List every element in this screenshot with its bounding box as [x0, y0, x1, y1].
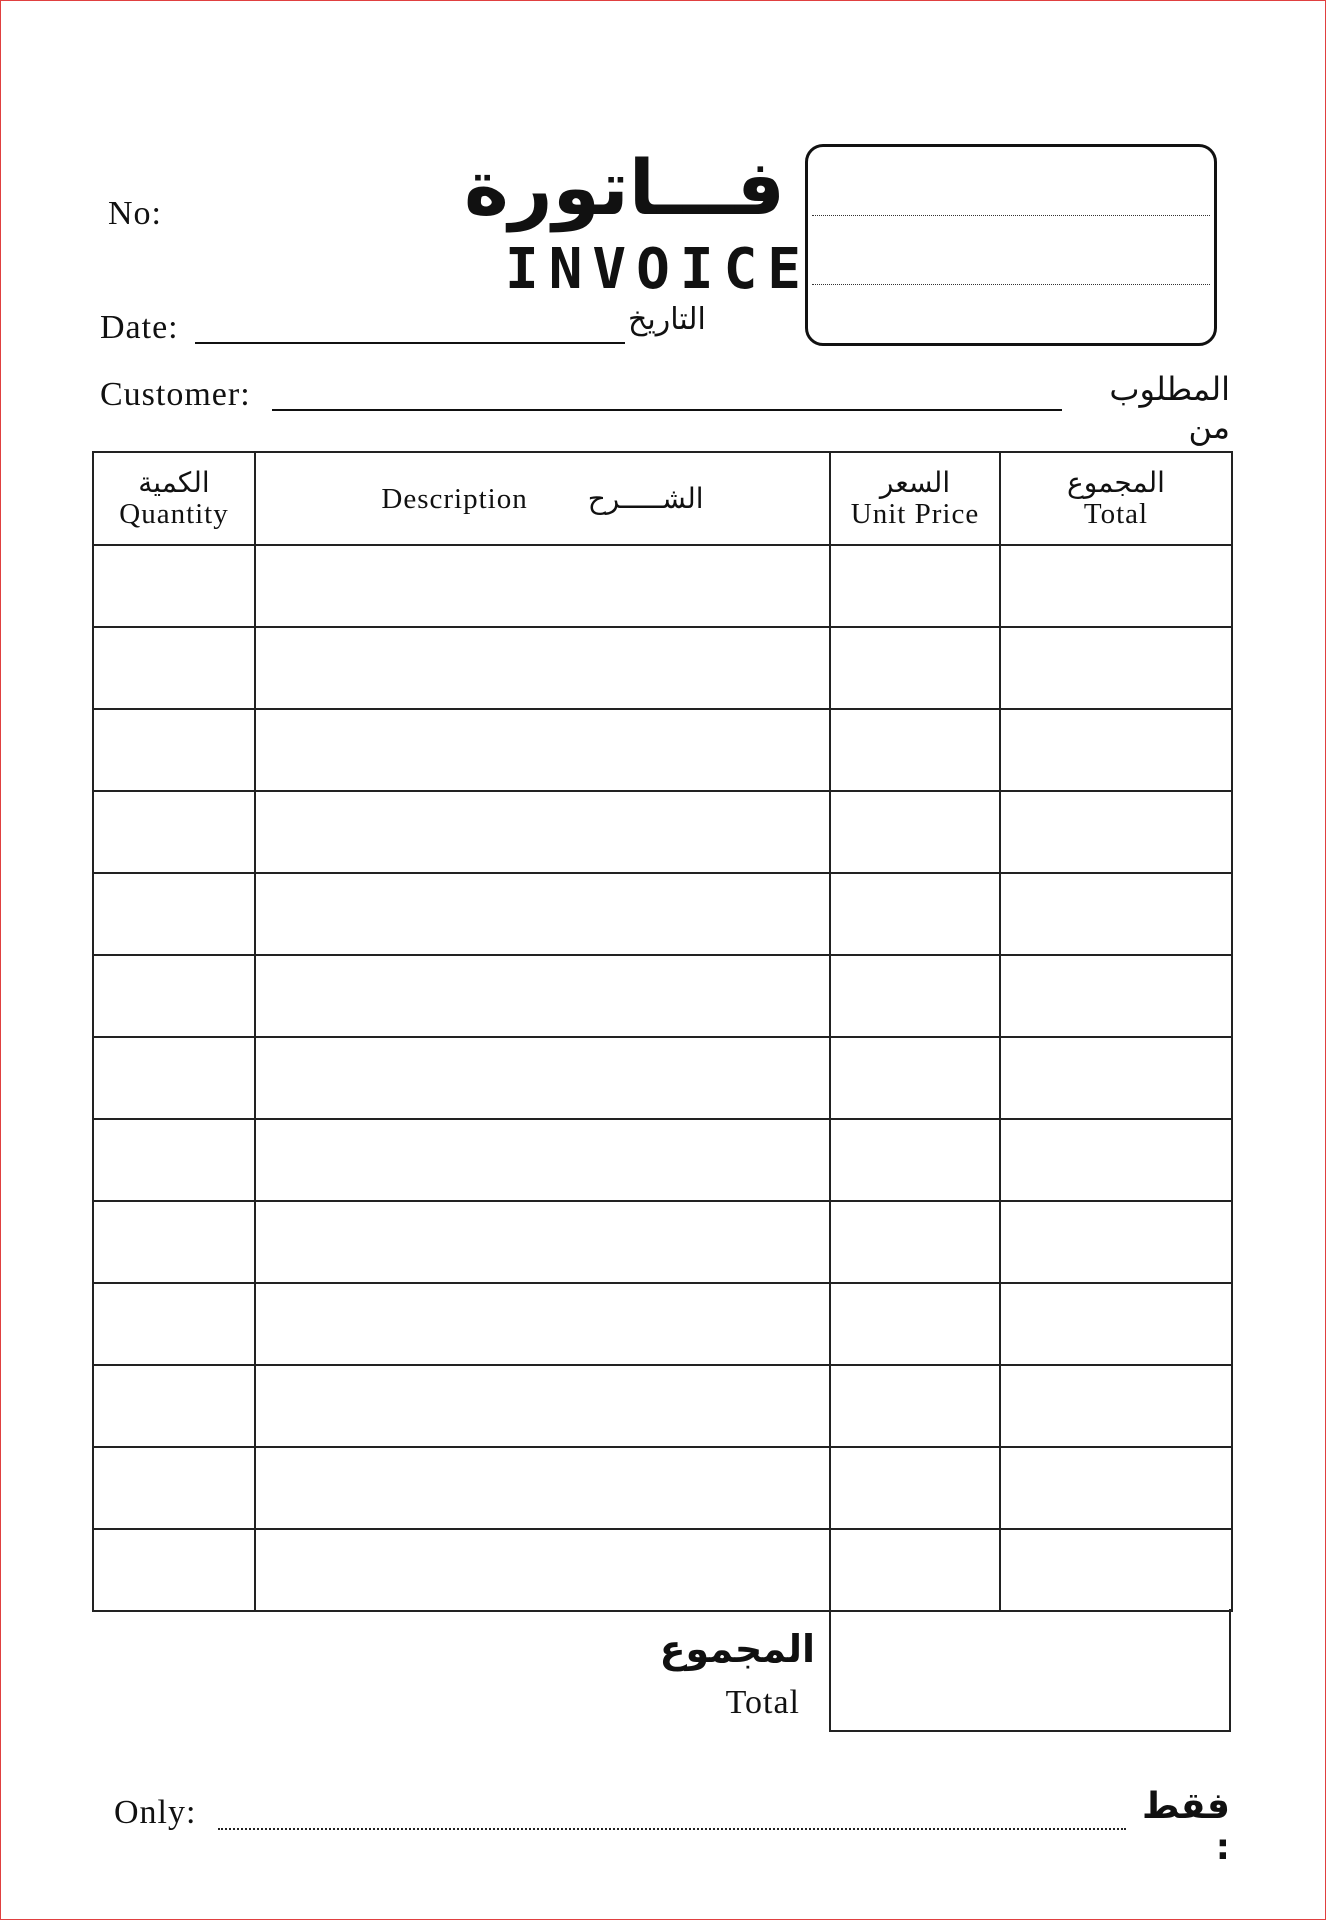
- total-header-arabic: المجموع: [1067, 465, 1165, 499]
- invoice-number-label: No:: [108, 195, 162, 232]
- total-cell[interactable]: [1000, 545, 1232, 627]
- quantity-cell[interactable]: [93, 545, 255, 627]
- total-cell[interactable]: [1000, 1037, 1232, 1119]
- items-table: [92, 451, 1233, 1612]
- date-label: Date:: [100, 309, 179, 346]
- quantity-cell[interactable]: [93, 627, 255, 709]
- unit-price-cell[interactable]: [830, 955, 1000, 1037]
- quantity-cell[interactable]: [93, 791, 255, 873]
- table-row: [93, 1119, 1232, 1201]
- quantity-header-arabic: الكمية: [138, 465, 210, 499]
- quantity-cell[interactable]: [93, 1529, 255, 1611]
- grand-total-label-english: Total: [725, 1684, 800, 1721]
- amount-in-words-label-arabic: فقط :: [1141, 1786, 1230, 1868]
- description-column-header: [255, 452, 830, 545]
- info-box-dotted-line: [812, 215, 1210, 216]
- quantity-cell[interactable]: [93, 1283, 255, 1365]
- quantity-column-header: [93, 452, 255, 545]
- quantity-cell[interactable]: [93, 873, 255, 955]
- total-cell[interactable]: [1000, 1201, 1232, 1283]
- table-row: [93, 955, 1232, 1037]
- customer-label-arabic: المطلوب من: [1109, 370, 1230, 446]
- unit-price-cell[interactable]: [830, 709, 1000, 791]
- description-cell[interactable]: [255, 545, 830, 627]
- unit-price-cell[interactable]: [830, 1201, 1000, 1283]
- description-cell[interactable]: [255, 1529, 830, 1611]
- unit-price-cell[interactable]: [830, 1529, 1000, 1611]
- table-row: [93, 545, 1232, 627]
- date-field[interactable]: [195, 342, 625, 344]
- description-cell[interactable]: [255, 709, 830, 791]
- unit-price-cell[interactable]: [830, 627, 1000, 709]
- customer-field[interactable]: [272, 409, 1062, 411]
- total-cell[interactable]: [1000, 1283, 1232, 1365]
- table-row: [93, 1365, 1232, 1447]
- table-row: [93, 709, 1232, 791]
- description-cell[interactable]: [255, 627, 830, 709]
- grand-total-label-arabic: المجموع: [659, 1627, 815, 1671]
- description-cell[interactable]: [255, 791, 830, 873]
- total-column-header: [1000, 452, 1232, 545]
- total-cell[interactable]: [1000, 1447, 1232, 1529]
- date-label-arabic: التاريخ: [628, 302, 706, 337]
- total-cell[interactable]: [1000, 627, 1232, 709]
- invoice-title-arabic: فـــاتورة: [463, 143, 785, 232]
- unit-price-header-english: Unit Price: [850, 497, 980, 530]
- quantity-cell[interactable]: [93, 709, 255, 791]
- table-row: [93, 627, 1232, 709]
- unit-price-cell[interactable]: [830, 1365, 1000, 1447]
- quantity-cell[interactable]: [93, 955, 255, 1037]
- grand-total-field[interactable]: [829, 1609, 1231, 1732]
- info-box-dotted-line: [812, 284, 1210, 285]
- total-cell[interactable]: [1000, 791, 1232, 873]
- table-row: [93, 1283, 1232, 1365]
- description-header-english: Description: [381, 482, 528, 515]
- amount-in-words-field[interactable]: [218, 1828, 1126, 1830]
- total-cell[interactable]: [1000, 873, 1232, 955]
- quantity-cell[interactable]: [93, 1201, 255, 1283]
- customer-label: Customer:: [100, 376, 251, 413]
- table-header-row: [93, 452, 1232, 545]
- amount-in-words-label: Only:: [114, 1794, 197, 1831]
- table-row: [93, 1201, 1232, 1283]
- table-row: [93, 791, 1232, 873]
- unit-price-cell[interactable]: [830, 791, 1000, 873]
- total-cell[interactable]: [1000, 1119, 1232, 1201]
- total-header-english: Total: [1083, 497, 1149, 530]
- quantity-cell[interactable]: [93, 1447, 255, 1529]
- unit-price-cell[interactable]: [830, 545, 1000, 627]
- unit-price-cell[interactable]: [830, 1447, 1000, 1529]
- description-cell[interactable]: [255, 1037, 830, 1119]
- table-row: [93, 873, 1232, 955]
- invoice-title-english: INVOICE: [505, 237, 812, 302]
- description-cell[interactable]: [255, 1365, 830, 1447]
- description-cell[interactable]: [255, 1283, 830, 1365]
- quantity-cell[interactable]: [93, 1037, 255, 1119]
- unit-price-cell[interactable]: [830, 1119, 1000, 1201]
- total-cell[interactable]: [1000, 709, 1232, 791]
- table-row: [93, 1529, 1232, 1611]
- total-cell[interactable]: [1000, 1529, 1232, 1611]
- table-row: [93, 1037, 1232, 1119]
- description-cell[interactable]: [255, 873, 830, 955]
- unit-price-cell[interactable]: [830, 873, 1000, 955]
- unit-price-header-arabic: السعر: [879, 465, 951, 499]
- table-row: [93, 1447, 1232, 1529]
- description-header-arabic: الشـــــرح: [587, 481, 704, 515]
- description-cell[interactable]: [255, 1447, 830, 1529]
- total-cell[interactable]: [1000, 1365, 1232, 1447]
- unit-price-cell[interactable]: [830, 1037, 1000, 1119]
- description-cell[interactable]: [255, 955, 830, 1037]
- unit-price-cell[interactable]: [830, 1283, 1000, 1365]
- quantity-cell[interactable]: [93, 1119, 255, 1201]
- total-cell[interactable]: [1000, 955, 1232, 1037]
- description-cell[interactable]: [255, 1201, 830, 1283]
- quantity-header-english: Quantity: [119, 497, 229, 530]
- description-cell[interactable]: [255, 1119, 830, 1201]
- unit-price-column-header: [830, 452, 1000, 545]
- quantity-cell[interactable]: [93, 1365, 255, 1447]
- invoice-info-box[interactable]: [805, 144, 1217, 346]
